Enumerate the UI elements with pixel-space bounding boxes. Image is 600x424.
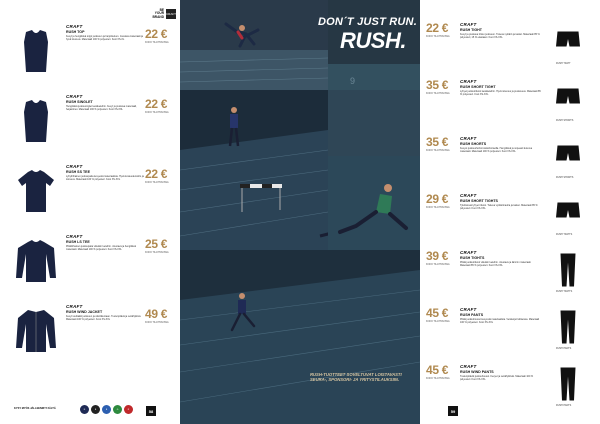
price-note: KOKO TILATTAVISSA bbox=[426, 320, 450, 323]
price: 22 € bbox=[145, 27, 168, 41]
footer-text: KYSY MYÖS JÄLLEENMYYJÄLTÄ bbox=[14, 407, 56, 410]
price-note: KOKO TILATTAVISSA bbox=[426, 149, 450, 152]
price-note: KOKO TILATTAVISSA bbox=[426, 377, 450, 380]
product-card bbox=[0, 230, 180, 296]
price-box bbox=[145, 238, 171, 254]
product-image bbox=[548, 24, 588, 60]
product-card bbox=[420, 360, 600, 422]
stretch-photo-2 bbox=[328, 156, 420, 250]
product-card bbox=[0, 20, 180, 86]
product-info bbox=[66, 24, 144, 41]
product-description: Hengittävä juoksusinglet kesäkeleihin. Kevyt ja joustava materiaali, heijastimet. Materiaali 100 % polyesteri. Koot XS-XXL bbox=[66, 105, 137, 111]
price: 22 € bbox=[145, 167, 168, 181]
color-dot: R bbox=[124, 405, 133, 414]
color-dot: B bbox=[91, 405, 100, 414]
price-note: KOKO TILATTAVISSA bbox=[145, 251, 169, 254]
product-info bbox=[460, 364, 542, 381]
price: 35 € bbox=[426, 135, 449, 149]
logo-line-2: YOUR bbox=[154, 11, 164, 16]
product-image bbox=[548, 81, 588, 117]
price-note: KOKO TILATTAVISSA bbox=[145, 111, 169, 114]
brand-name: CRAFT bbox=[460, 364, 477, 369]
product-card bbox=[420, 303, 600, 365]
product-image bbox=[14, 168, 58, 216]
price-box bbox=[145, 28, 171, 44]
product-info bbox=[460, 22, 542, 39]
product-info bbox=[460, 307, 542, 324]
product-name: RUSH TIGHTS bbox=[460, 256, 485, 260]
price-note: KOKO TILATTAVISSA bbox=[426, 92, 450, 95]
price-note: KOKO TILATTAVISSA bbox=[426, 206, 450, 209]
brand-name: CRAFT bbox=[66, 304, 83, 309]
price: 49 € bbox=[145, 307, 168, 321]
product-description: Tyköistuvat lyhyet trikoot. Tukeva vyötärönauha ja taskut. Materiaali 85 % polyesteri. Koot XS-XXL bbox=[460, 204, 538, 210]
product-description: Pitkät juoksuhousut kevyestä materiaalista. Vetoketjut lahkeissa. Materiaali 100 % polyesteri. Koot XS-XXL bbox=[460, 318, 540, 324]
right-page bbox=[420, 0, 600, 424]
page-number: 59 bbox=[448, 406, 458, 416]
product-info bbox=[460, 193, 542, 210]
logo-text bbox=[152, 9, 164, 20]
product-info bbox=[66, 304, 144, 321]
product-info bbox=[460, 250, 542, 267]
product-description: Lyhyet juoksutrikoot kesäkeleihin. Hyvä istuvuus ja joustavuus. Materiaali 85 % polyesteri. Koot XS-XXL bbox=[460, 90, 541, 96]
price-box bbox=[426, 136, 452, 152]
product-image bbox=[14, 98, 58, 146]
brand-name: CRAFT bbox=[460, 307, 477, 312]
image-label: RUSH TIGHT bbox=[556, 62, 571, 65]
product-image bbox=[548, 366, 588, 402]
headline-line-2: RUSH. bbox=[340, 28, 406, 53]
price-box bbox=[426, 250, 452, 266]
product-name: RUSH LS TEE bbox=[66, 240, 90, 244]
product-description: Kevyet juoksushortsit sisäshortseilla. Hengittävä ja nopeasti kuivuva materiaali. Materiaali 100 % polyesteri. Koot XS-XXL bbox=[460, 147, 533, 153]
image-label: RUSH PANTS bbox=[556, 404, 572, 407]
price: 45 € bbox=[426, 306, 449, 320]
brand-name: CRAFT bbox=[66, 164, 83, 169]
price: 45 € bbox=[426, 363, 449, 377]
price-note: KOKO TILATTAVISSA bbox=[426, 263, 450, 266]
color-dot: N bbox=[80, 405, 89, 414]
image-label: RUSH TIGHTS bbox=[556, 233, 573, 236]
brand-name: CRAFT bbox=[66, 234, 83, 239]
logo-line-3: BRAND bbox=[152, 14, 164, 19]
product-description: Kevyt ja hengittävä toppi juoksuun ja harjoitteluun. Joustava materiaali ja hyvä istuvuus. Materiaali 100 % polyesteri. Koot XS-XL bbox=[66, 35, 143, 41]
price-box bbox=[145, 98, 171, 114]
product-description: Pitkähihainen juoksupaita viileisiin keleihin. Joustava ja hengittävä materiaali. Materiaali 100 % polyesteri. Koot XS-XXL bbox=[66, 245, 136, 251]
spread-photos bbox=[180, 0, 420, 424]
product-image bbox=[548, 138, 588, 174]
page-number: 58 bbox=[146, 406, 156, 416]
brand-name: CRAFT bbox=[460, 22, 477, 27]
product-card bbox=[420, 75, 600, 137]
product-description: Lyhythihainen juoksupaita kevyestä materiaalista. Hyvä kosteudensiirto ja istuvuus. Materiaali 100 % polyesteri. Koot XS-XXL bbox=[66, 175, 144, 181]
product-image bbox=[548, 252, 588, 288]
price-note: KOKO TILATTAVISSA bbox=[145, 321, 169, 324]
product-name: RUSH SINGLET bbox=[66, 100, 93, 104]
product-card bbox=[420, 18, 600, 80]
brand-name: CRAFT bbox=[460, 79, 477, 84]
brand-name: CRAFT bbox=[460, 193, 477, 198]
product-image bbox=[548, 195, 588, 231]
price-box bbox=[145, 168, 171, 184]
stretch-photo bbox=[328, 90, 420, 156]
product-card bbox=[420, 132, 600, 194]
product-description: Pitkät juoksutrikoot viileisiin keleihin. Joustava ja lämmin materiaali. Materiaali 85 % polyesteri. Koot XS-XXL bbox=[460, 261, 532, 267]
product-info bbox=[460, 136, 542, 153]
price-note: KOKO TILATTAVISSA bbox=[145, 41, 169, 44]
product-description: Kevyt tuulitakki juoksuun ja ulkoliikuntaan. Tuulenpitävä ja vettähylkivä. Materiaali 100 % polyesteri. Koot XS-XXL bbox=[66, 315, 142, 321]
brand-name: CRAFT bbox=[460, 250, 477, 255]
price: 22 € bbox=[426, 21, 449, 35]
product-info bbox=[66, 234, 144, 251]
logo-line-1: BE bbox=[159, 7, 164, 12]
product-name: RUSH WIND JACKET bbox=[66, 310, 103, 314]
product-info bbox=[66, 94, 144, 111]
product-image bbox=[14, 28, 58, 76]
photo-spread bbox=[180, 0, 420, 424]
product-description: Tuulenpitävät juoksuhousut. Kevyet ja vettähylkivät. Materiaali 100 % polyesteri. Koot XS-XXL bbox=[460, 375, 534, 381]
product-name: RUSH WIND PANTS bbox=[460, 370, 494, 374]
color-dot: B bbox=[102, 405, 111, 414]
color-dot: G bbox=[113, 405, 122, 414]
brand-name: CRAFT bbox=[460, 136, 477, 141]
color-dots bbox=[80, 405, 133, 414]
price-note: KOKO TILATTAVISSA bbox=[145, 181, 169, 184]
price-box bbox=[426, 22, 452, 38]
price-box bbox=[426, 364, 452, 380]
product-card bbox=[0, 160, 180, 226]
product-name: RUSH SHORTS bbox=[460, 142, 487, 146]
price-box bbox=[426, 193, 452, 209]
price-box bbox=[145, 308, 171, 324]
price-box bbox=[426, 307, 452, 323]
image-label: RUSH SHORTS bbox=[556, 176, 574, 179]
spread-caption: RUSH-TUOTTEET SOVELTUVAT LOISTAVASTI SEURA-, SPONSORI- JA YRITYSTILAUKSIIN. bbox=[310, 372, 402, 383]
price: 22 € bbox=[145, 97, 168, 111]
product-name: RUSH SHORT TIGHT bbox=[460, 85, 496, 89]
product-card bbox=[0, 300, 180, 366]
product-name: RUSH TOP bbox=[66, 30, 85, 34]
product-description: Kevyt ja joustava trikoo juoksuun. Tukeva vyötärö ja taskut. Materiaali 85 % polyesteri, 15 % elastaani. Koot XS-XXL bbox=[460, 33, 540, 39]
headline-line-1: DON´T JUST RUN. bbox=[318, 16, 417, 28]
image-label: RUSH TIGHTS bbox=[556, 290, 573, 293]
product-card bbox=[420, 189, 600, 251]
product-image bbox=[14, 308, 58, 356]
brand-name: CRAFT bbox=[66, 24, 83, 29]
product-name: RUSH TIGHT bbox=[460, 28, 482, 32]
price: 35 € bbox=[426, 78, 449, 92]
product-image bbox=[548, 309, 588, 345]
product-image bbox=[14, 238, 58, 286]
product-info bbox=[66, 164, 144, 181]
price: 29 € bbox=[426, 192, 449, 206]
svg-text:9: 9 bbox=[350, 76, 356, 86]
craft-logo-icon: CRAFT bbox=[166, 9, 176, 19]
price: 39 € bbox=[426, 249, 449, 263]
product-card bbox=[0, 90, 180, 156]
product-name: RUSH SS TEE bbox=[66, 170, 90, 174]
left-page bbox=[0, 0, 180, 424]
brand-name: CRAFT bbox=[66, 94, 83, 99]
price-box bbox=[426, 79, 452, 95]
image-label: RUSH SHORTS bbox=[556, 119, 574, 122]
product-info bbox=[460, 79, 542, 96]
image-label: RUSH PANTS bbox=[556, 347, 572, 350]
product-name: RUSH PANTS bbox=[460, 313, 484, 317]
price-note: KOKO TILATTAVISSA bbox=[426, 35, 450, 38]
price: 25 € bbox=[145, 237, 168, 251]
product-name: RUSH SHORT TIGHTS bbox=[460, 199, 498, 203]
product-card bbox=[420, 246, 600, 308]
